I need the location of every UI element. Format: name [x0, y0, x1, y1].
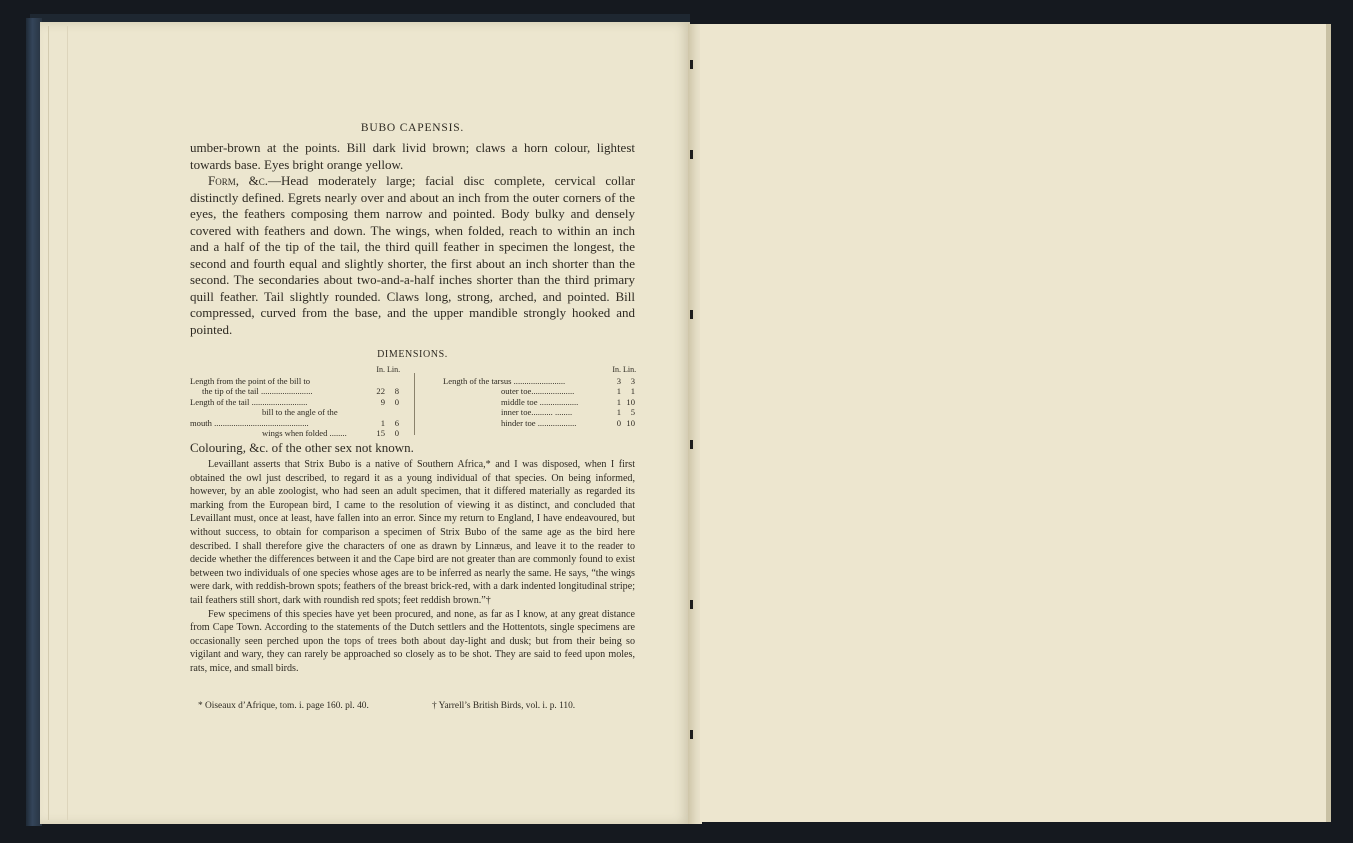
form-text: —Head moderately large; facial disc complete, cervical collar distinctly defined. Egrets nearly over and about an inch from the outer corners of the eyes, the feathers composing them narrow and pointed. Body bulky and densely covered with feathers and down. The wings, when folded, reach to within an inch and a half of the tip of the tail, the third quill feather in specimen the longest, the second and fourth equal and slightly shorter, the first about an inch shorter than the second. The secondaries about two-and-a-half inches shorter than the third primary quill feather. Tail slightly rounded. Claws long, strong, arched, and pointed. Bill compressed, curved from the base, and the upper mandible strongly hooked and pointed.: [190, 173, 635, 337]
dimension-label: outer toe....................: [501, 386, 575, 396]
binding-mark: [690, 730, 693, 739]
dimension-row: [190, 418, 400, 429]
left-page: [40, 22, 690, 824]
dimensions-column-head: [190, 365, 400, 376]
dimension-lines: 10: [626, 417, 635, 428]
dimension-inches: 15: [376, 428, 385, 438]
dimension-lines: 0: [394, 396, 399, 407]
dimension-row: [435, 397, 635, 408]
dimension-inches: 1: [616, 407, 621, 417]
dimension-row: [190, 376, 400, 387]
binding-mark: [690, 440, 693, 449]
dimensions-right-column: [435, 365, 635, 428]
dimension-row: [435, 407, 635, 418]
dimension-lines: 1: [630, 386, 635, 396]
form-heading: Form, &c.: [208, 173, 268, 188]
colouring-note: Colouring, &c. of the other sex not known.: [190, 440, 414, 455]
dimension-lines: 0: [394, 428, 399, 438]
dimension-lines: 3: [630, 375, 635, 386]
dimension-inches: 9: [380, 396, 385, 407]
footnote: * Oiseaux d’Afrique, tom. i. page 160. pl. 40.: [198, 701, 369, 711]
dimension-lines: 8: [394, 386, 399, 396]
dimension-inches: 0: [616, 417, 621, 428]
dimension-row: [190, 428, 400, 439]
footnote: † Yarrell’s British Birds, vol. i. p. 110.: [432, 701, 576, 711]
dimensions-table: [190, 365, 635, 437]
dimension-label: Length of the tarsus ........................: [443, 375, 566, 386]
dimension-lines: 6: [394, 417, 399, 428]
body-paragraph: Levaillant asserts that Strix Bubo is a native of Southern Africa,* and I was disposed, when I first obtained the owl just described, to regard it as a young individual of that species. On being informed, however, by an able zoologist, who had seen an adult specimen, that it differed materially as regarded its marking from the European bird, I came to the resolution of viewing it as distinct, and concluded that Levaillant must, once at least, have fallen into an error. Since my return to England, I have endeavoured, but without success, to obtain for comparison a specimen of Strix Bubo of the same age as the bird here described. I shall therefore give the characters of one as drawn by Linnæus, and leave it to the reader to decide whether the differences between it and the Cape bird are not greater than are commonly found to exist between two individuals of one species whose ages are to be inferred as nearly the same. He says, “the wings were dark, with reddish-brown spots; feathers of the breast brick-red, with a dark indented longitudinal stripe; tail feathers still short, dark with roundish red spots; feet reddish brown.”†: [190, 459, 635, 606]
unit-inches: In.: [376, 365, 385, 374]
dimension-label: Length from the point of the bill to: [190, 375, 311, 386]
dimensions-divider: [414, 373, 415, 435]
dimension-label: Length of the tail ..........................: [190, 396, 308, 407]
dimensions-title: DIMENSIONS.: [377, 349, 448, 360]
discussion-text: [190, 458, 635, 676]
dimension-row: [190, 386, 400, 397]
description-text: [190, 140, 635, 338]
dimension-label: middle toe ..................: [501, 396, 579, 407]
dimension-inches: 1: [380, 417, 385, 428]
dimension-row: [190, 397, 400, 408]
dimensions-left-column: [190, 365, 400, 439]
dimension-label: mouth ............................................: [190, 417, 309, 428]
page-fore-edge: [1326, 24, 1331, 822]
dimension-label: bill to the angle of the: [262, 407, 338, 417]
dimensions-column-head: [435, 365, 635, 376]
unit-lines: Lin.: [623, 365, 637, 374]
dimension-label: the tip of the tail ........................: [202, 386, 313, 396]
dimension-label: wings when folded ........: [262, 428, 347, 438]
dimension-row: [435, 376, 635, 387]
dimension-label: hinder toe ..................: [501, 417, 577, 428]
dimension-inches: 3: [616, 375, 621, 386]
binding-mark: [690, 150, 693, 159]
dimension-inches: 1: [616, 396, 621, 407]
dimension-row: [435, 418, 635, 429]
unit-inches: In.: [612, 365, 621, 374]
dimension-row: [190, 407, 400, 418]
body-paragraph: Few specimens of this species have yet been procured, and none, as far as I know, at any great distance from Cape Town. According to the statements of the Dutch settlers and the Hottentots, single specimens are occasionally seen perched upon the tops of trees both about day-light and dusk; but from their being so vigilant and wary, they can rarely be approached so closely as to be shot. They are said to feed upon moles, rats, mice, and small birds.: [190, 608, 635, 674]
unit-lines: Lin.: [387, 365, 401, 374]
opening-paragraph: umber-brown at the points. Bill dark livid brown; claws a horn colour, lightest towards base. Eyes bright orange yellow.: [190, 140, 635, 172]
binding-mark: [690, 600, 693, 609]
dimension-row: [435, 386, 635, 397]
dimension-inches: 22: [376, 386, 385, 396]
running-head: BUBO CAPENSIS.: [360, 122, 465, 134]
binding-mark: [690, 60, 693, 69]
binding-mark: [690, 310, 693, 319]
right-page-blank: [700, 24, 1327, 822]
dimension-label: inner toe.......... ........: [501, 407, 573, 417]
dimension-inches: 1: [616, 386, 621, 396]
book-cover-top: [30, 14, 690, 22]
form-paragraph: [190, 173, 635, 338]
dimension-lines: 10: [626, 396, 635, 407]
dimension-lines: 5: [630, 407, 635, 417]
